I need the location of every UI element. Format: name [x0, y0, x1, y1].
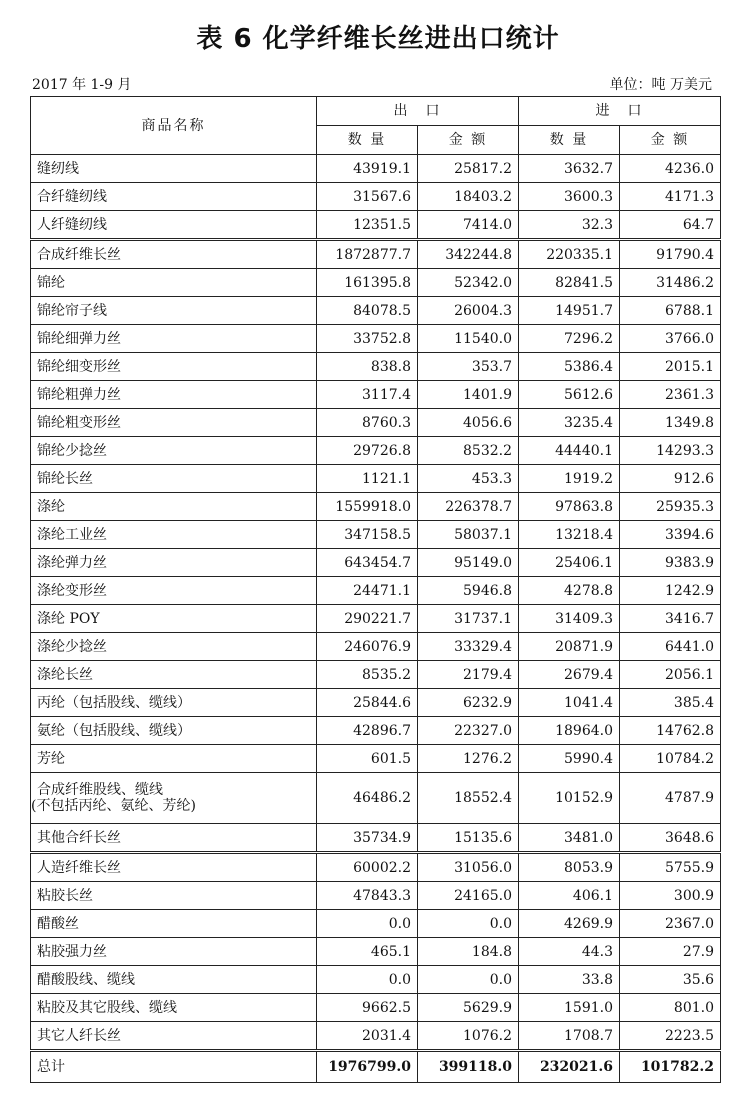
cell-import-qty: 20871.9	[519, 633, 620, 661]
cell-import-amount: 4236.0	[620, 155, 721, 183]
cell-import-qty: 3235.4	[519, 409, 620, 437]
total-export-amount: 399118.0	[418, 1051, 519, 1083]
cell-export-qty: 47843.3	[317, 882, 418, 910]
cell-import-amount: 27.9	[620, 938, 721, 966]
cell-export-amount: 52342.0	[418, 269, 519, 297]
row-name-text: 锦纶细变形丝	[37, 358, 121, 375]
cell-import-qty: 82841.5	[519, 269, 620, 297]
cell-export-qty: 8535.2	[317, 661, 418, 689]
row-name-text: 其他合纤长丝	[37, 829, 121, 846]
row-name-text: 涤纶长丝	[37, 666, 93, 683]
row-name	[31, 853, 317, 882]
cell-import-amount: 801.0	[620, 994, 721, 1022]
row-name	[31, 437, 317, 465]
table-row	[31, 994, 721, 1022]
cell-import-amount: 31486.2	[620, 269, 721, 297]
cell-import-qty: 25406.1	[519, 549, 620, 577]
row-name-text: 涤纶弹力丝	[37, 554, 107, 571]
cell-import-qty: 3632.7	[519, 155, 620, 183]
cell-import-amount: 3648.6	[620, 824, 721, 853]
table-row	[31, 853, 721, 882]
table-row	[31, 465, 721, 493]
cell-import-qty: 3481.0	[519, 824, 620, 853]
header-export-amount: 金 额	[418, 126, 519, 155]
period-label: 2017 年 1-9 月	[32, 77, 132, 93]
table-row	[31, 155, 721, 183]
table-row	[31, 493, 721, 521]
total-import-amount: 101782.2	[620, 1051, 721, 1083]
cell-export-amount: 2179.4	[418, 661, 519, 689]
cell-import-qty: 406.1	[519, 882, 620, 910]
cell-import-qty: 7296.2	[519, 325, 620, 353]
row-name-text: 合纤缝纫线	[37, 188, 107, 205]
total-label: 总计	[31, 1051, 317, 1083]
stats-table	[30, 96, 721, 1083]
cell-export-qty: 2031.4	[317, 1022, 418, 1051]
cell-export-amount: 25817.2	[418, 155, 519, 183]
cell-import-qty: 1591.0	[519, 994, 620, 1022]
row-name-text: 涤纶少捻丝	[37, 638, 107, 655]
cell-import-amount: 6788.1	[620, 297, 721, 325]
cell-export-amount: 0.0	[418, 966, 519, 994]
cell-export-amount: 33329.4	[418, 633, 519, 661]
table-row	[31, 717, 721, 745]
table-row	[31, 353, 721, 381]
cell-export-qty: 1121.1	[317, 465, 418, 493]
cell-import-amount: 25935.3	[620, 493, 721, 521]
table-row	[31, 938, 721, 966]
row-name	[31, 240, 317, 269]
cell-import-qty: 14951.7	[519, 297, 620, 325]
row-name	[31, 155, 317, 183]
table-row	[31, 521, 721, 549]
cell-export-amount: 5629.9	[418, 994, 519, 1022]
cell-import-amount: 35.6	[620, 966, 721, 994]
row-name	[31, 994, 317, 1022]
cell-export-qty: 24471.1	[317, 577, 418, 605]
table-row	[31, 1022, 721, 1051]
row-name	[31, 661, 317, 689]
row-name-note: (不包括丙纶、氨纶、芳纶)	[31, 798, 196, 814]
cell-export-amount: 8532.2	[418, 437, 519, 465]
cell-import-amount: 2367.0	[620, 910, 721, 938]
row-name	[31, 966, 317, 994]
cell-export-amount: 31056.0	[418, 853, 519, 882]
cell-export-amount: 15135.6	[418, 824, 519, 853]
cell-import-qty: 5386.4	[519, 353, 620, 381]
row-name	[31, 577, 317, 605]
cell-export-amount: 1276.2	[418, 745, 519, 773]
cell-export-amount: 58037.1	[418, 521, 519, 549]
cell-import-qty: 13218.4	[519, 521, 620, 549]
row-name	[31, 465, 317, 493]
row-name-text: 缝纫线	[37, 160, 79, 177]
row-name-text: 芳纶	[37, 750, 65, 767]
row-name-text: 涤纶 POY	[37, 610, 100, 627]
cell-import-amount: 1242.9	[620, 577, 721, 605]
cell-export-amount: 6232.9	[418, 689, 519, 717]
table-row	[31, 633, 721, 661]
row-name	[31, 882, 317, 910]
cell-import-amount: 5755.9	[620, 853, 721, 882]
row-name-text: 锦纶帘子线	[37, 302, 107, 319]
cell-import-qty: 32.3	[519, 211, 620, 240]
total-import-qty: 232021.6	[519, 1051, 620, 1083]
row-name-text: 锦纶长丝	[37, 470, 93, 487]
cell-import-qty: 8053.9	[519, 853, 620, 882]
header-name: 商品名称	[31, 97, 317, 155]
row-name	[31, 269, 317, 297]
cell-import-qty: 1041.4	[519, 689, 620, 717]
table-row	[31, 661, 721, 689]
table-row	[31, 381, 721, 409]
cell-export-qty: 246076.9	[317, 633, 418, 661]
cell-import-amount: 6441.0	[620, 633, 721, 661]
cell-import-qty: 1708.7	[519, 1022, 620, 1051]
table-row	[31, 605, 721, 633]
cell-import-amount: 9383.9	[620, 549, 721, 577]
row-name	[31, 521, 317, 549]
row-name-text: 涤纶变形丝	[37, 582, 107, 599]
row-name	[31, 211, 317, 240]
table-row	[31, 183, 721, 211]
cell-export-qty: 42896.7	[317, 717, 418, 745]
cell-import-amount: 3416.7	[620, 605, 721, 633]
total-row	[31, 1051, 721, 1083]
cell-import-qty: 33.8	[519, 966, 620, 994]
table-row	[31, 773, 721, 824]
row-name	[31, 409, 317, 437]
row-name-text: 丙纶（包括股线、缆线）	[37, 694, 191, 711]
cell-export-amount: 0.0	[418, 910, 519, 938]
cell-export-qty: 347158.5	[317, 521, 418, 549]
cell-export-amount: 18552.4	[418, 773, 519, 824]
cell-export-amount: 342244.8	[418, 240, 519, 269]
header-export-qty: 数 量	[317, 126, 418, 155]
row-name	[31, 605, 317, 633]
cell-export-qty: 60002.2	[317, 853, 418, 882]
table-row	[31, 437, 721, 465]
cell-export-amount: 184.8	[418, 938, 519, 966]
row-name	[31, 938, 317, 966]
row-name-text: 人纤缝纫线	[37, 216, 107, 233]
row-name-text: 醋酸丝	[37, 915, 79, 932]
row-name	[31, 325, 317, 353]
cell-import-amount: 2223.5	[620, 1022, 721, 1051]
row-name	[31, 549, 317, 577]
cell-import-amount: 3766.0	[620, 325, 721, 353]
cell-export-amount: 95149.0	[418, 549, 519, 577]
cell-import-amount: 1349.8	[620, 409, 721, 437]
table-row	[31, 824, 721, 853]
cell-export-qty: 1559918.0	[317, 493, 418, 521]
cell-export-amount: 4056.6	[418, 409, 519, 437]
row-name	[31, 689, 317, 717]
cell-import-qty: 18964.0	[519, 717, 620, 745]
cell-import-qty: 1919.2	[519, 465, 620, 493]
cell-import-qty: 44440.1	[519, 437, 620, 465]
cell-import-amount: 14762.8	[620, 717, 721, 745]
row-name	[31, 745, 317, 773]
cell-export-amount: 31737.1	[418, 605, 519, 633]
row-name	[31, 493, 317, 521]
row-name-text: 合成纤维长丝	[37, 246, 121, 263]
row-name-text: 醋酸股线、缆线	[37, 971, 135, 988]
table-body	[31, 155, 721, 1051]
cell-export-amount: 5946.8	[418, 577, 519, 605]
table-row	[31, 409, 721, 437]
cell-export-qty: 290221.7	[317, 605, 418, 633]
cell-export-amount: 353.7	[418, 353, 519, 381]
cell-export-qty: 0.0	[317, 966, 418, 994]
cell-import-amount: 2361.3	[620, 381, 721, 409]
table-row	[31, 549, 721, 577]
cell-import-amount: 385.4	[620, 689, 721, 717]
cell-export-qty: 465.1	[317, 938, 418, 966]
row-name	[31, 717, 317, 745]
cell-export-amount: 1076.2	[418, 1022, 519, 1051]
cell-import-amount: 91790.4	[620, 240, 721, 269]
cell-import-qty: 44.3	[519, 938, 620, 966]
cell-import-amount: 14293.3	[620, 437, 721, 465]
cell-import-amount: 912.6	[620, 465, 721, 493]
row-name	[31, 183, 317, 211]
table-row	[31, 910, 721, 938]
table-row	[31, 325, 721, 353]
cell-import-qty: 2679.4	[519, 661, 620, 689]
cell-export-amount: 7414.0	[418, 211, 519, 240]
unit-label: 单位：吨 万美元	[609, 77, 712, 93]
row-name-text: 锦纶	[37, 274, 65, 291]
row-name-text: 合成纤维股线、缆线	[37, 782, 163, 798]
table-row	[31, 745, 721, 773]
table-row	[31, 240, 721, 269]
cell-export-qty: 3117.4	[317, 381, 418, 409]
cell-import-qty: 4278.8	[519, 577, 620, 605]
cell-export-qty: 0.0	[317, 910, 418, 938]
row-name	[31, 910, 317, 938]
header-export: 出 口	[317, 97, 519, 126]
row-name	[31, 773, 317, 824]
header-import: 进 口	[519, 97, 721, 126]
cell-import-qty: 97863.8	[519, 493, 620, 521]
cell-export-qty: 643454.7	[317, 549, 418, 577]
cell-import-qty: 3600.3	[519, 183, 620, 211]
row-name-text: 锦纶粗变形丝	[37, 414, 121, 431]
cell-import-qty: 5612.6	[519, 381, 620, 409]
row-name	[31, 297, 317, 325]
cell-export-qty: 43919.1	[317, 155, 418, 183]
header-import-amount: 金 额	[620, 126, 721, 155]
cell-export-qty: 46486.2	[317, 773, 418, 824]
cell-export-qty: 31567.6	[317, 183, 418, 211]
row-name	[31, 381, 317, 409]
cell-export-qty: 25844.6	[317, 689, 418, 717]
table-title: 表 6 化学纤维长丝进出口统计	[196, 24, 560, 54]
cell-export-qty: 84078.5	[317, 297, 418, 325]
row-name-text: 涤纶工业丝	[37, 526, 107, 543]
cell-export-qty: 601.5	[317, 745, 418, 773]
row-name-text: 粘胶长丝	[37, 887, 93, 904]
cell-export-amount: 11540.0	[418, 325, 519, 353]
row-name-text: 锦纶少捻丝	[37, 442, 107, 459]
row-name-text: 锦纶粗弹力丝	[37, 386, 121, 403]
cell-export-qty: 29726.8	[317, 437, 418, 465]
cell-import-qty: 4269.9	[519, 910, 620, 938]
cell-export-amount: 226378.7	[418, 493, 519, 521]
table-row	[31, 297, 721, 325]
row-name-text: 粘胶强力丝	[37, 943, 107, 960]
cell-import-amount: 4787.9	[620, 773, 721, 824]
row-name-text: 涤纶	[37, 498, 65, 515]
row-name-text: 粘胶及其它股线、缆线	[37, 999, 177, 1016]
cell-export-qty: 9662.5	[317, 994, 418, 1022]
row-name-text: 锦纶细弹力丝	[37, 330, 121, 347]
cell-export-qty: 1872877.7	[317, 240, 418, 269]
cell-export-qty: 8760.3	[317, 409, 418, 437]
cell-export-qty: 161395.8	[317, 269, 418, 297]
table-row	[31, 966, 721, 994]
row-name	[31, 824, 317, 853]
table-row	[31, 882, 721, 910]
header-import-qty: 数 量	[519, 126, 620, 155]
cell-import-qty: 31409.3	[519, 605, 620, 633]
cell-import-qty: 10152.9	[519, 773, 620, 824]
cell-import-qty: 220335.1	[519, 240, 620, 269]
cell-import-amount: 300.9	[620, 882, 721, 910]
cell-export-qty: 33752.8	[317, 325, 418, 353]
cell-export-amount: 24165.0	[418, 882, 519, 910]
table-row	[31, 689, 721, 717]
cell-export-amount: 453.3	[418, 465, 519, 493]
cell-import-amount: 2056.1	[620, 661, 721, 689]
row-name	[31, 633, 317, 661]
cell-export-amount: 1401.9	[418, 381, 519, 409]
cell-export-qty: 838.8	[317, 353, 418, 381]
row-name	[31, 353, 317, 381]
cell-export-qty: 12351.5	[317, 211, 418, 240]
row-name	[31, 1022, 317, 1051]
table-row	[31, 269, 721, 297]
row-name-text: 其它人纤长丝	[37, 1027, 121, 1044]
row-name-text: 人造纤维长丝	[37, 859, 121, 876]
cell-import-amount: 4171.3	[620, 183, 721, 211]
cell-import-amount: 2015.1	[620, 353, 721, 381]
cell-export-qty: 35734.9	[317, 824, 418, 853]
cell-export-amount: 22327.0	[418, 717, 519, 745]
cell-export-amount: 18403.2	[418, 183, 519, 211]
cell-import-qty: 5990.4	[519, 745, 620, 773]
cell-export-amount: 26004.3	[418, 297, 519, 325]
row-name-text: 氨纶（包括股线、缆线）	[37, 722, 191, 739]
cell-import-amount: 10784.2	[620, 745, 721, 773]
cell-import-amount: 64.7	[620, 211, 721, 240]
table-row	[31, 211, 721, 240]
table-row	[31, 577, 721, 605]
cell-import-amount: 3394.6	[620, 521, 721, 549]
total-export-qty: 1976799.0	[317, 1051, 418, 1083]
